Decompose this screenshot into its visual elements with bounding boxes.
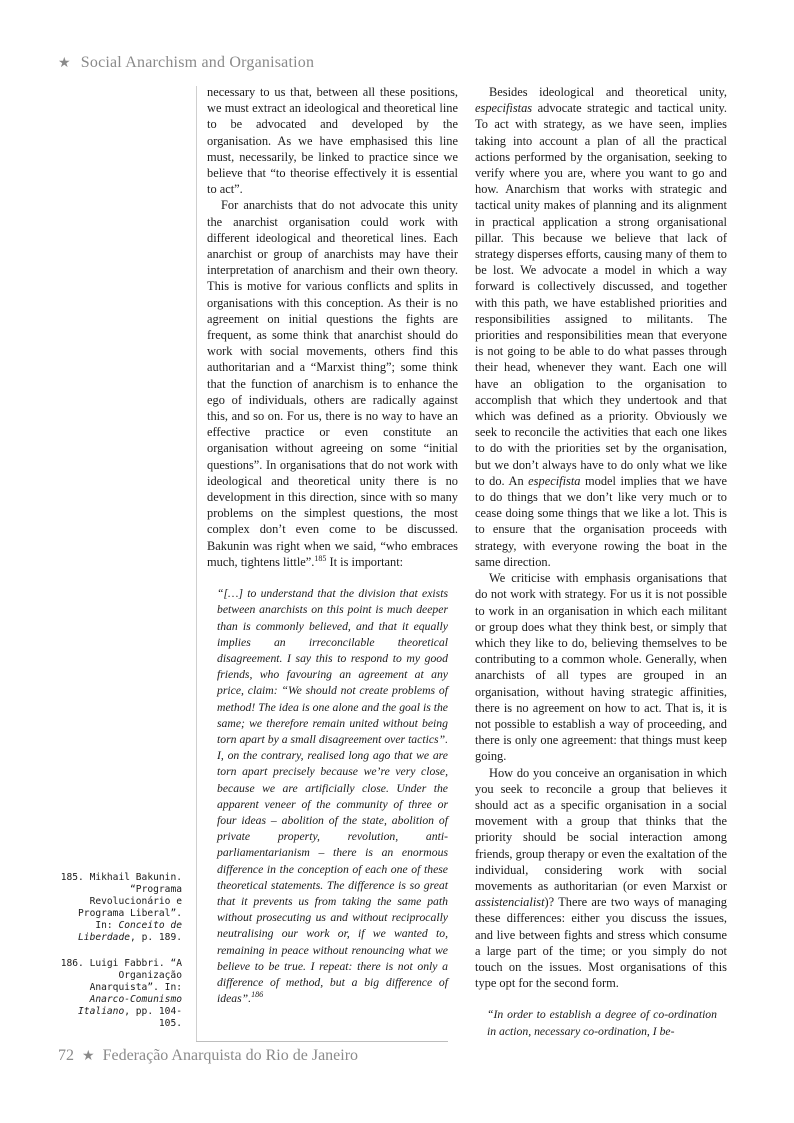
- right-text-column: [475, 84, 727, 1040]
- sidenote-text: , pp. 104-105.: [124, 1006, 182, 1029]
- page-number: 72: [58, 1047, 74, 1064]
- footer-rule: [196, 1041, 448, 1042]
- block-quote: [217, 586, 448, 1007]
- paragraph-text: model implies that we have to do things that we don’t like very much or to cease doing some things that we like a lot. This is to ensure that the organisation proceeds with strategy, with everyone rowing the boat in the same direction.: [475, 473, 727, 569]
- footnote-ref: 185: [314, 553, 327, 563]
- emphasis: especifista: [528, 473, 581, 488]
- emphasis: especifistas: [475, 101, 533, 116]
- sidenote-text: , p. 189.: [130, 932, 182, 943]
- sidenote: [60, 872, 182, 944]
- publisher-name: Federação Anarquista do Rio de Janeiro: [102, 1047, 359, 1064]
- sidenote-title: Anarco-Comunismo Italiano: [78, 994, 182, 1017]
- paragraph-text: advocate strategic and tactical unity. To act with strategy, as we have seen, implies taking into account a plan of all the practical actions performed by the organisation, seeking to verify where you are, where you want to go and how. Anarchism that works with strategic and tactical unity makes of planning and its alignment in practical application a strong organisational pillar. This because we believe that lack of strategy disperses efforts, causing many of them to be lost. We advocate a model in which a way forward is collectively discussed, and together with this path, we have established priorities and responsibilities assigned to militants. The priorities and responsibilities mean that everyone is not going to be able to do what passes through their head, whenever they want. Each one will have an obligation to the organisation to accomplish that which they undertook and that which was defined as a priority. Obviously we seek to reconcile the activities that each one likes to do with the priorities set by the organisation, but we don’t always have to do only what we like to do. An: [475, 101, 727, 488]
- running-footer: [58, 1047, 358, 1065]
- quote-text: “[…] to understand that the division that exists between anarchists on this point is much deeper than is commonly believed, and that it equally implies an irreconcilable theoretical disagreement. I say this to respond to my good friends, who favouring an agreement at any price, claim: “We should not create problems of method! The idea is one alone and the goal is the same; we therefore remain united without being torn apart by a small disagreement over tactics”. I, on the contrary, realised long ago that we are torn apart precisely because we’re very close, because we are artificially close. Under the apparent veneer of the community of three or four ideas – abolition of the state, abolition of private property, revolution, anti-parliamentarianism – there is an enormous difference in the conception of each one of these theoretical statements. The difference is so great that it prevents us from taking the same path without prosecuting us and without reciprocally neutralising our work or, if we wanted to, remaining in peace without renouncing what we believe to be true. I repeat: there is not only a difference of method, but a big difference of ideas”.: [217, 587, 448, 1006]
- sidenote-number: 185.: [60, 872, 84, 883]
- paragraph-text: Besides ideological and theoretical unity,: [489, 85, 727, 99]
- paragraph-text: It is important:: [326, 554, 404, 569]
- sidenote-number: 186.: [60, 958, 84, 969]
- sidenotes: [60, 872, 182, 1044]
- paragraph: necessary to us that, between all these positions, we must extract an ideological and theoretical line to be advocated and developed by the organisation. As we have emphasised this line must, necessarily, be linked to practice since we believe that “to theorise effectively it is essential to act”.: [207, 85, 458, 197]
- column-divider: [196, 86, 197, 1041]
- sidenote-title: Conceito de Liberdade: [78, 920, 182, 943]
- paragraph-text: How do you conceive an organisation in which you seek to reconcile a group that believes it should act as a specific organisation in a social movement with a group that thinks that the priority should be social interaction among friends, group therapy or even the exaltation of the individual, considering work with social movements as authoritarian (or even Marxist or: [475, 765, 727, 893]
- paragraph: We criticise with emphasis organisations that do not work with strategy. For us it is not possible to work in an organisation in which each militant or group does what they think best, or simply that which they like to do, believing themselves to be contributing to a common whole. Generally, when anarchists of all types are grouped in an organisation, without having strategic affinities, there is no agreement on how to act. That is, it is not possible to establish a way of proceeding, and there is only one agreement: that things must keep going.: [475, 571, 727, 764]
- paragraph: [475, 765, 727, 992]
- sidenote-text: Luigi Fabbri. “A Organização Anarquista”. In:: [89, 958, 182, 993]
- chapter-title: Social Anarchism and Organisation: [80, 54, 315, 71]
- paragraph-text: For anarchists that do not advocate this unity the anarchist organisation could work with different ideological and theoretical lines. Each anarchist or group of anarchists may have their interpretation of anarchism and their own theory. This is motive for various conflicts and splits in organisations with this conception. As their is no agreement on initial questions the fights are frequent, as some think that anarchist should do work with social movements, others find this authoritarian and a “Marxist thing”; some think that the function of anarchism is to enhance the ego of individuals, others are radically against this, and so on. For us, there is no way to have an effective practice or even constitute an organisation without agreeing on some “initial questions”. In organisations that do not work with ideological and theoretical unity there is no development in this direction, since with so many problems on the simplest questions, the most complex don’t even come to be discussed. Bakunin was right when we said, “who embraces much, tightens little”.: [207, 198, 458, 569]
- sidenote: [60, 958, 182, 1030]
- paragraph: [207, 197, 458, 570]
- footnote-ref: 186: [251, 990, 264, 1000]
- paragraph-text: )? There are two ways of managing these differences: either you discuss the issues, and live between fights and stress which consume a large part of the time; or you simply do not touch on the issues. Most organisations of this type opt for the second form.: [475, 895, 727, 991]
- star-icon: ★: [58, 56, 71, 71]
- sidenote-text: Mikhail Bakunin. “Programa Revolucionário e Programa Liberal”. In:: [78, 872, 182, 931]
- block-quote: “In order to establish a degree of co-ordination in action, necessary co-ordination, I be-: [487, 1008, 717, 1038]
- emphasis: assistencialist: [475, 895, 545, 910]
- star-icon: ★: [82, 1049, 95, 1064]
- paragraph: [475, 84, 727, 570]
- running-header: [58, 54, 314, 72]
- left-text-column: [207, 84, 458, 1007]
